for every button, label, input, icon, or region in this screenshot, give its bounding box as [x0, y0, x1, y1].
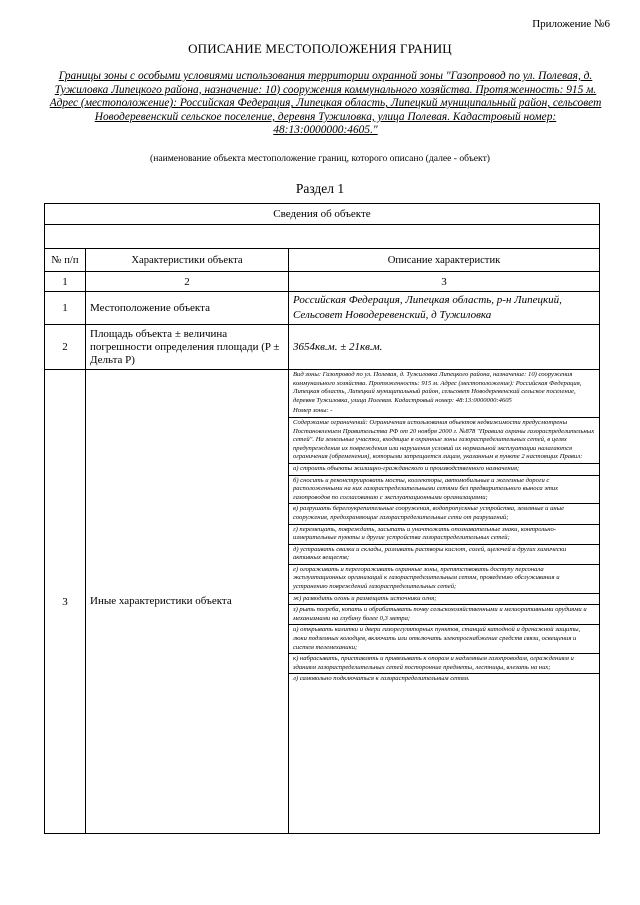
zone-type-text: Вид зоны: Газопровод по ул. Полевая, д. Тужиловка Липецкого района, назначение: 10) сооружения коммунального хозяйства. Протяженность: 915 м. Адрес (местоположение): Российская Федерация, Липецкая область, Липецкий муниципальный район, сельсовет Новодеревенский сельское поселение, деревня Тужиловка, улица Полевая. Кадастровый номер: 48:13:0000000:4605 — [293, 371, 582, 404]
row-number: 1 — [45, 292, 86, 325]
row-number: 3 — [45, 370, 86, 834]
table-row — [45, 370, 600, 834]
column-header-description: Описание характеристик — [289, 249, 600, 272]
object-description: Границы зоны с особыми условиями использования территории охранной зоны "Газопровод по ул. Полевая, д. Тужиловка Липецкого района, назначение: 10) сооружения коммунального хозяйства. Протяженность: 915 м. Адрес (местоположение): Российская Федерация, Липецкая область, Липецкий муниципальный район, сельсовет Новодеревенский сельское поселение, деревня Тужиловка, улица Полевая. Кадастровый номер: 48:13:0000000:4605." — [49, 70, 602, 137]
restriction-item: з) рыть погреба, копать и обрабатывать почву сельскохозяйственными и мелиоративными орудиями и механизмами на глубину более 0,3 метра; — [289, 605, 599, 625]
restriction-item: г) перемещать, повреждать, засыпать и уничтожать опознавательные знаки, контрольно-измерительные пункты и другие устройства газораспределительных сетей; — [289, 525, 599, 545]
table-row — [45, 292, 600, 325]
column-header-characteristic: Характеристики объекта — [86, 249, 289, 272]
column-header-number: № п/п — [45, 249, 86, 272]
restriction-item: к) набрасывать, приставлять и привязывать к опорам и надземным газопроводам, ограждениям и зданиям газораспределительных сетей посторонние предметы, лестницы, влезать на них; — [289, 654, 599, 674]
row-characteristic: Местоположение объекта — [86, 292, 289, 325]
row-number: 2 — [45, 325, 86, 370]
restriction-item: д) устраивать свалки и склады, разливать растворы кислот, солей, щелочей и других химически активных веществ; — [289, 545, 599, 565]
column-number-2: 2 — [86, 272, 289, 292]
object-caption: (наименование объекта местоположение границ, которого описано (далее - объект) — [150, 153, 490, 164]
restriction-item: а) строить объекты жилищно-гражданского и производственного назначения; — [289, 464, 599, 476]
object-info-table — [44, 203, 600, 834]
row-description: 3654кв.м. ± 21кв.м. — [289, 325, 600, 370]
page-title: ОПИСАНИЕ МЕСТОПОЛОЖЕНИЯ ГРАНИЦ — [188, 41, 452, 56]
row-characteristic: Площадь объекта ± величина погрешности определения площади (P ± Дельта P) — [86, 325, 289, 370]
restriction-item: и) открывать калитки и двери газорегуляторных пунктов, станций катодной и дренажной защиты, люки подземных колодцев, включать или отключать электроснабжение средств связи, освещения и систем телемеханики; — [289, 625, 599, 654]
restriction-item: в) разрушать берегоукрепительные сооружения, водопропускные устройства, земляные и иные сооружения, предохраняющие газораспределительные сети от разрушений; — [289, 504, 599, 524]
row-characteristic: Иные характеристики объекта — [86, 370, 289, 834]
zone-number-text: Номер зоны: - — [289, 406, 599, 418]
table-header: Сведения об объекте — [45, 204, 600, 225]
table-row — [45, 325, 600, 370]
row-description: Российская Федерация, Липецкая область, р-н Липецкий, Сельсовет Новодеревенский, д Тужиловка — [289, 292, 600, 325]
table-blank-row — [45, 225, 600, 249]
section-title: Раздел 1 — [295, 181, 345, 196]
row-description — [289, 370, 600, 834]
annex-label: Приложение №6 — [532, 18, 610, 30]
restriction-item: л) самовольно подключаться к газораспределительным сетям. — [293, 675, 470, 683]
column-number-3: 3 — [289, 272, 600, 292]
restrictions-text: Содержание ограничений: Ограничения использования объектов недвижимости предусмотрены Постановлением Правительства РФ от 20 ноября 2000 г. №878 "Правила охраны газораспределительных сетей". На земельные участки, входящие в охранные зоны газораспределительных сетей, в целях предупреждения их повреждения или нарушения условий их нормальной эксплуатации налагаются ограничения (обременения), которыми запрещается лицам, указанным в пункте 2 настоящих Правил: — [289, 418, 599, 464]
restriction-item: ж) разводить огонь и размещать источники огня; — [289, 594, 599, 606]
restriction-item: е) огораживать и перегораживать охранные зоны, препятствовать доступу персонала эксплуатационных организаций к газораспределительным сетям, проведению обслуживания и устранению повреждений газораспределительных сетей; — [289, 565, 599, 594]
restriction-item: б) сносить и реконструировать мосты, коллекторы, автомобильные и железные дороги с расположенными на них газораспределительными сетями без предварительного выноса этих газопроводов по согласованию с эксплуатационными организациями; — [289, 476, 599, 505]
column-number-1: 1 — [45, 272, 86, 292]
